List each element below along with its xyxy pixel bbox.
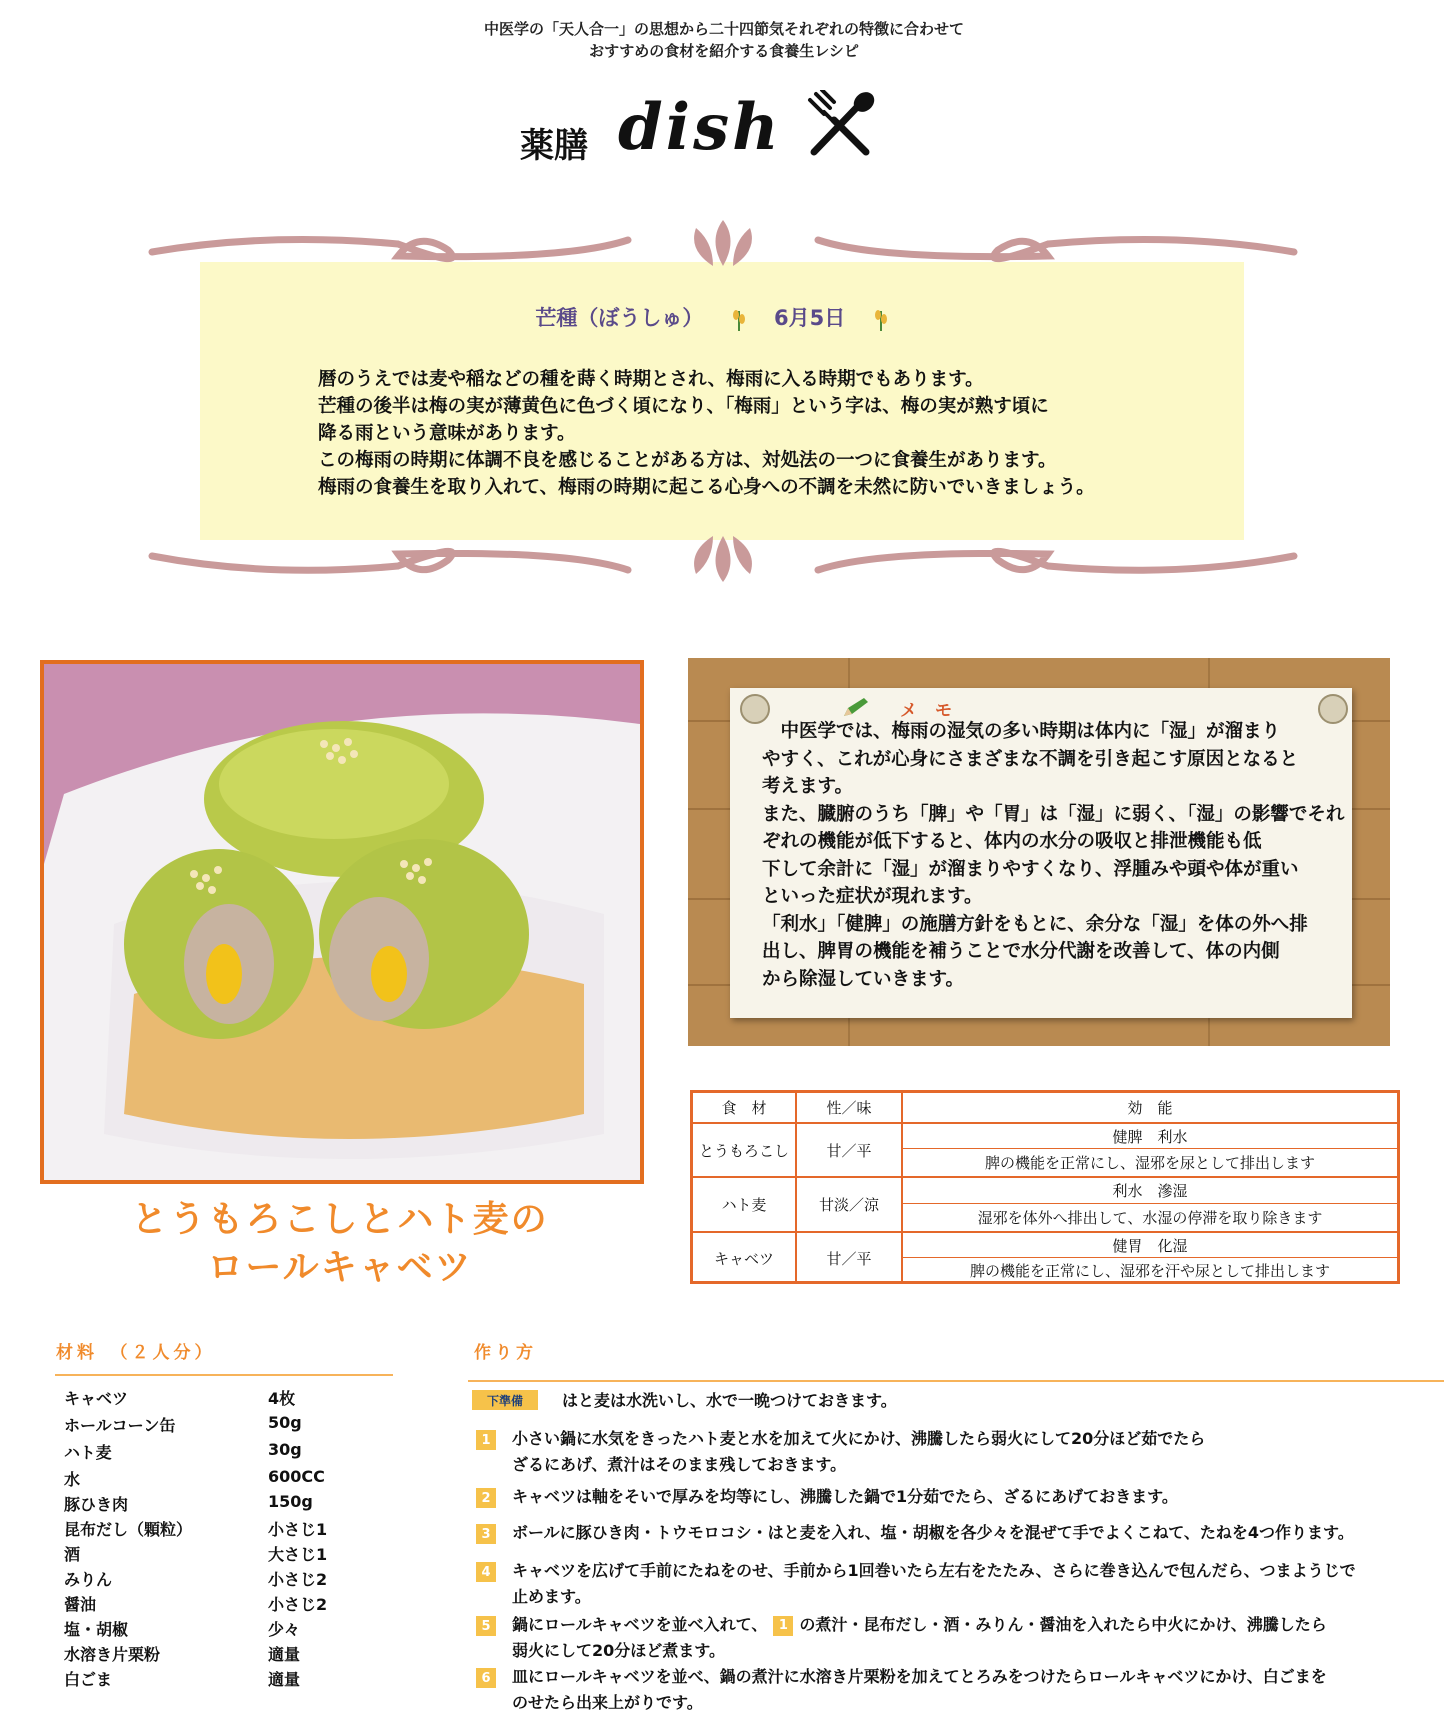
step-line-part: の煮汁・昆布だし・酒・みりん・醤油を入れたら中火にかけ、沸騰したら <box>799 1615 1327 1634</box>
ingredient-name: キャベツ <box>64 1389 129 1408</box>
food-detail: 湿邪を体外へ排出して、水湿の停滞を取り除きます <box>977 1209 1323 1227</box>
ingredient-qty: 小さじ2 <box>268 1595 328 1614</box>
ingredient-name: 水 <box>64 1470 81 1489</box>
step-line: ざるにあげ、煮汁はそのまま残しておきます。 <box>512 1455 847 1474</box>
food-nature: 甘／平 <box>826 1249 872 1268</box>
food-effect: 利水 滲湿 <box>1112 1182 1188 1200</box>
step-text <box>512 1558 1356 1610</box>
food-name: とうもろこし <box>698 1141 789 1160</box>
fork-spoon-icon <box>800 90 880 160</box>
memo-text <box>762 718 1344 993</box>
ingredient-row <box>64 1440 394 1466</box>
ingredient-qty: 4枚 <box>268 1389 296 1408</box>
dish-title <box>40 1196 640 1292</box>
step-line: 小さい鍋に水気をきったハト麦と水を加えて火にかけ、沸騰したら弱火にして20分ほど茹でたら <box>512 1429 1206 1448</box>
step-text <box>512 1612 1327 1664</box>
brand-jp: 薬膳 <box>520 126 588 166</box>
ingredients-rule <box>55 1374 393 1376</box>
step-line <box>512 1612 1327 1638</box>
ingredient-qty: 適量 <box>268 1645 301 1664</box>
ingredient-row <box>64 1413 394 1439</box>
step-number: 4 <box>476 1562 496 1582</box>
ingredient-qty: 150g <box>268 1492 313 1511</box>
ingredient-name: みりん <box>64 1570 113 1589</box>
table-header: 食 材 <box>721 1099 767 1117</box>
food-detail: 脾の機能を正常にし、湿邪を汗や尿として排出します <box>969 1262 1330 1280</box>
season-line: 降る雨という意味があります。 <box>318 423 576 444</box>
ingredient-name: 塩・胡椒 <box>64 1620 129 1639</box>
season-title <box>200 302 1244 332</box>
ingredient-qty: 50g <box>268 1413 302 1432</box>
season-line: この梅雨の時期に体調不良を感じることがある方は、対処法の一つに食養生があります。 <box>318 450 1057 471</box>
memo-line: から除湿していきます。 <box>762 968 965 990</box>
step-line: ボールに豚ひき肉・トウモロコシ・はと麦を入れ、塩・胡椒を各少々を混ぜて手でよくこねて、たねを4つ作ります。 <box>512 1523 1354 1542</box>
ingredient-row <box>64 1617 394 1643</box>
table-header: 効 能 <box>1127 1099 1173 1117</box>
ingredient-row <box>64 1642 394 1668</box>
step-text <box>512 1484 1178 1510</box>
cabbage-roll-illustration <box>44 664 640 1180</box>
step-text <box>512 1520 1354 1546</box>
ingredient-row <box>64 1386 394 1412</box>
ingredient-row <box>64 1467 394 1493</box>
ingredient-name: ハト麦 <box>64 1443 112 1462</box>
ingredient-qty: 少々 <box>268 1620 301 1639</box>
ingredient-name: 酒 <box>64 1545 81 1564</box>
ingredient-qty: 600CC <box>268 1467 325 1486</box>
memo-line: やすく、これが心身にさまざまな不調を引き起こす原因となると <box>762 748 1299 770</box>
memo-line: 出し、脾胃の機能を補うことで水分代謝を改善して、体の内側 <box>762 941 1280 962</box>
ingredient-row <box>64 1567 394 1593</box>
wheat-icon <box>729 307 749 331</box>
dish-photo <box>40 660 644 1184</box>
memo-line: また、臓腑のうち「脾」や「胃」は「湿」に弱く、「湿」の影響でそれ <box>762 803 1345 825</box>
prep-text: はと麦は水洗いし、水で一晩つけておきます。 <box>562 1391 897 1410</box>
prep-badge: 下準備 <box>472 1390 538 1410</box>
ingredient-name: 白ごま <box>64 1670 113 1689</box>
ingredients-heading: 材料 （２人分） <box>56 1343 216 1363</box>
season-line: 芒種の後半は梅の実が薄黄色に色づく頃になり、「梅雨」という字は、梅の実が熟す頃に <box>318 396 1049 417</box>
ingredient-row <box>64 1492 394 1518</box>
food-nature: 甘／平 <box>826 1141 872 1160</box>
ingredient-row <box>64 1542 394 1568</box>
ingredient-qty: 30g <box>268 1440 302 1459</box>
step-number: 5 <box>476 1616 496 1636</box>
table-header: 性／味 <box>826 1099 872 1117</box>
intro-line-2: おすすめの食材を紹介する食養生レシピ <box>589 42 859 60</box>
food-name: ハト麦 <box>721 1196 767 1214</box>
memo-line: 中医学では、梅雨の湿気の多い時期は体内に「湿」が溜まり <box>762 721 1281 742</box>
ingredient-row <box>64 1592 394 1618</box>
food-name: キャベツ <box>713 1249 774 1268</box>
ingredient-row <box>64 1667 394 1693</box>
intro-text <box>0 18 1448 62</box>
season-date: 6月5日 <box>774 306 846 330</box>
memo-line: 「利水」「健脾」の施膳方針をもとに、余分な「湿」を体の外へ排 <box>762 913 1308 935</box>
step-line: 止めます。 <box>512 1587 591 1606</box>
intro-line-1: 中医学の「天人合一」の思想から二十四節気それぞれの特徴に合わせて <box>483 20 964 38</box>
ingredient-name: 水溶き片栗粉 <box>64 1645 161 1664</box>
method-rule <box>468 1380 1444 1382</box>
ingredient-qty: 小さじ1 <box>268 1520 328 1539</box>
food-nature: 甘淡／涼 <box>818 1196 879 1214</box>
wheat-icon <box>871 307 891 331</box>
step-number: 6 <box>476 1668 496 1688</box>
season-description <box>318 366 1095 501</box>
season-line: 暦のうえでは麦や稲などの種を蒔く時期とされ、梅雨に入る時期でもあります。 <box>318 369 984 390</box>
food-effect: 健胃 化湿 <box>1112 1236 1188 1255</box>
memo-heading: メモ <box>900 701 970 721</box>
step-line-part: 鍋にロールキャベツを並べ入れて、 <box>512 1615 768 1634</box>
ingredient-name: 昆布だし（顆粒） <box>64 1520 193 1539</box>
step-text <box>512 1426 1205 1478</box>
ingredient-qty: 小さじ2 <box>268 1570 328 1589</box>
dish-title-line-1: とうもろこしとハト麦の <box>131 1199 549 1240</box>
step-line: 皿にロールキャベツを並べ、鍋の煮汁に水溶き片栗粉を加えてとろみをつけたらロールキャベツにかけ、白ごまを <box>512 1667 1327 1686</box>
dish-title-line-2: ロールキャベツ <box>207 1247 473 1288</box>
step-text <box>512 1664 1327 1716</box>
step-number: 3 <box>476 1524 496 1544</box>
step-line: キャベツを広げて手前にたねをのせ、手前から1回巻いたら左右をたたみ、さらに巻き込んで包んだら、つまようじで <box>512 1561 1356 1580</box>
step-ref-number: 1 <box>773 1616 793 1636</box>
season-name: 芒種（ぼうしゅ） <box>535 306 704 330</box>
ingredient-name: ホールコーン缶 <box>64 1416 176 1435</box>
food-table <box>690 1090 1400 1284</box>
ingredient-qty: 大さじ1 <box>268 1545 328 1564</box>
memo-line: 下して余計に「湿」が溜まりやすくなり、浮腫みや頭や体が重い <box>762 858 1299 880</box>
brand-en: dish <box>618 90 782 165</box>
method-heading: 作り方 <box>474 1343 537 1363</box>
food-effect: 健脾 利水 <box>1112 1127 1188 1146</box>
pencil-icon <box>842 696 872 718</box>
step-number: 2 <box>476 1488 496 1508</box>
memo-line: ぞれの機能が低下すると、体内の水分の吸収と排泄機能も低 <box>762 831 1262 852</box>
step-line: キャベツは軸をそいで厚みを均等にし、沸騰した鍋で1分茹でたら、ざるにあげておきます。 <box>512 1487 1178 1506</box>
step-number: 1 <box>476 1430 496 1450</box>
ingredient-name: 醤油 <box>64 1595 97 1614</box>
ingredient-qty: 適量 <box>268 1670 301 1689</box>
ingredient-row <box>64 1517 394 1543</box>
memo-line: といった症状が現れます。 <box>762 886 983 907</box>
food-detail: 脾の機能を正常にし、湿邪を尿として排出します <box>984 1154 1315 1172</box>
ingredient-name: 豚ひき肉 <box>64 1495 129 1514</box>
memo-line: 考えます。 <box>762 776 854 797</box>
step-line: 弱火にして20分ほど煮ます。 <box>512 1641 725 1660</box>
season-line: 梅雨の食養生を取り入れて、梅雨の時期に起こる心身への不調を未然に防いでいきましょう。 <box>318 477 1095 498</box>
step-line: のせたら出来上がりです。 <box>512 1693 703 1712</box>
